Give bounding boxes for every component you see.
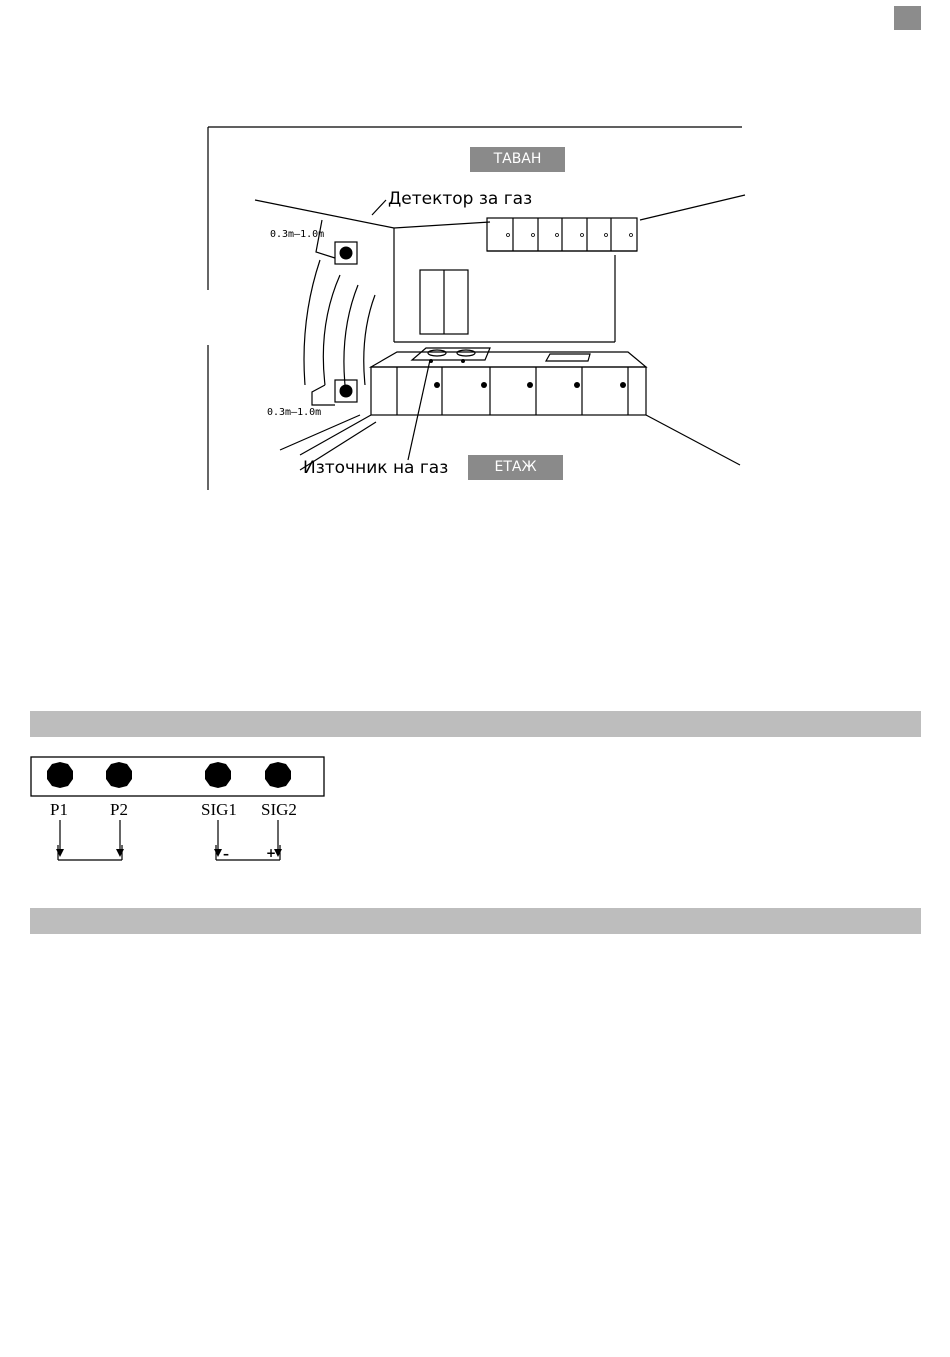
section-header-bar	[30, 711, 921, 737]
upper-distance-label: 0.3m—1.0m	[270, 229, 325, 240]
terminal-p2	[106, 762, 132, 788]
terminal-p1	[47, 762, 73, 788]
section-header-bar-2	[30, 908, 921, 934]
terminal-sig2	[265, 762, 291, 788]
installation-diagram	[200, 120, 750, 495]
terminal-diagram	[30, 755, 330, 870]
polarity-minus: –	[223, 847, 229, 861]
polarity-plus: +	[266, 846, 277, 860]
terminal-label-p1: P1	[50, 800, 68, 819]
terminal-label-p2: P2	[110, 800, 128, 819]
lower-distance-label: 0.3m—1.0m	[267, 407, 322, 418]
floor-label: ЕТАЖ	[468, 455, 563, 480]
detector-label: Детектор за газ	[388, 189, 533, 209]
terminal-label-sig1: SIG1	[201, 800, 237, 819]
kitchen-scene-drawing	[200, 120, 750, 495]
gas-source-label: Източник на газ	[303, 458, 449, 478]
terminal-sig1	[205, 762, 231, 788]
page-corner-tab	[894, 6, 921, 30]
ceiling-label: ТАВАН	[470, 147, 565, 172]
terminal-label-sig2: SIG2	[261, 800, 297, 819]
